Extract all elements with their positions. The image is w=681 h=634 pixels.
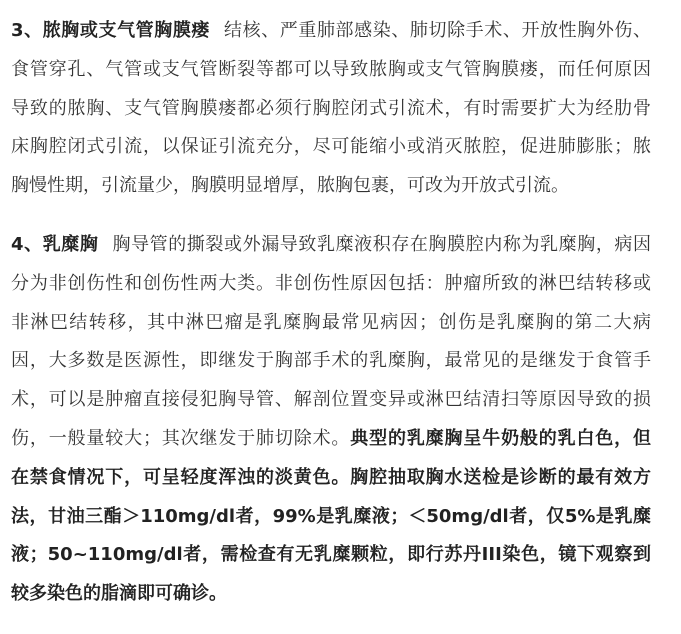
bold-line — [11, 536, 651, 575]
text-line: 非淋巴结转移，其中淋巴瘤是乳糜胸最常见病因；创伤是乳糜胸的第二大病 — [11, 311, 651, 333]
text-line: 导致的脓胸、支气管胸膜瘘都必须行胸腔闭式引流术，有时需要扩大为经肋骨 — [11, 97, 651, 119]
section-heading: 3、脓胸或支气管胸膜瘘 — [11, 20, 211, 41]
text: 胸导管的撕裂或外漏导致乳糜液积存在胸膜腔内称为乳糜胸，病因 — [112, 233, 651, 255]
text-line: 因，大多数是医源性，即继发于胸部手术的乳糜胸，最常见的是继发于食管手 — [11, 350, 651, 372]
text-line — [11, 226, 651, 265]
text-line: 床胸腔闭式引流，以保证引流充分，尽可能缩小或消灭脓腔，促进肺膨胀；脓 — [11, 136, 651, 158]
text-line: 术，可以是肿瘤直接侵犯胸导管、解剖位置变异或淋巴结清扫等原因导致的损 — [11, 389, 651, 411]
bold-text: 典型的乳糜胸呈牛奶般的乳白色，但 — [350, 427, 651, 449]
text: 结核、严重肺部感染、肺切除手术、开放性胸外伤、 — [224, 20, 651, 41]
article-body — [11, 12, 651, 634]
section-chylothorax — [11, 226, 651, 614]
text: 伤，一般量较大；其次继发于肺切除术。 — [11, 427, 351, 449]
text-line: 食管穿孔、气管或支气管断裂等都可以导致脓胸或支气管胸膜瘘，而任何原因 — [11, 58, 651, 80]
text-line — [11, 12, 651, 51]
bold-line — [11, 575, 651, 614]
bold-line — [11, 498, 651, 537]
bold-text: 液；50~110mg/dl者，需检查有无乳糜颗粒，即行苏丹III染色，镜下观察到 — [11, 544, 651, 566]
text-line: 分为非创伤性和创伤性两大类。非创伤性原因包括：肿瘤所致的淋巴结转移或 — [11, 272, 651, 294]
section-heading: 4、乳糜胸 — [11, 233, 99, 255]
section-empyema — [11, 12, 651, 206]
text-line: 胸慢性期，引流量少，胸膜明显增厚，脓胸包裹，可改为开放式引流。 — [11, 175, 569, 197]
bold-text: 法，甘油三酯＞110mg/dl者，99%是乳糜液；＜50mg/dl者，仅5%是乳糜 — [11, 505, 651, 527]
bold-line — [11, 459, 651, 498]
bold-text: 在禁食情况下，可呈轻度浑浊的淡黄色。胸腔抽取胸水送检是诊断的最有效方 — [11, 466, 651, 488]
text-line — [11, 420, 651, 459]
bold-text: 较多染色的脂滴即可确诊。 — [11, 583, 227, 605]
